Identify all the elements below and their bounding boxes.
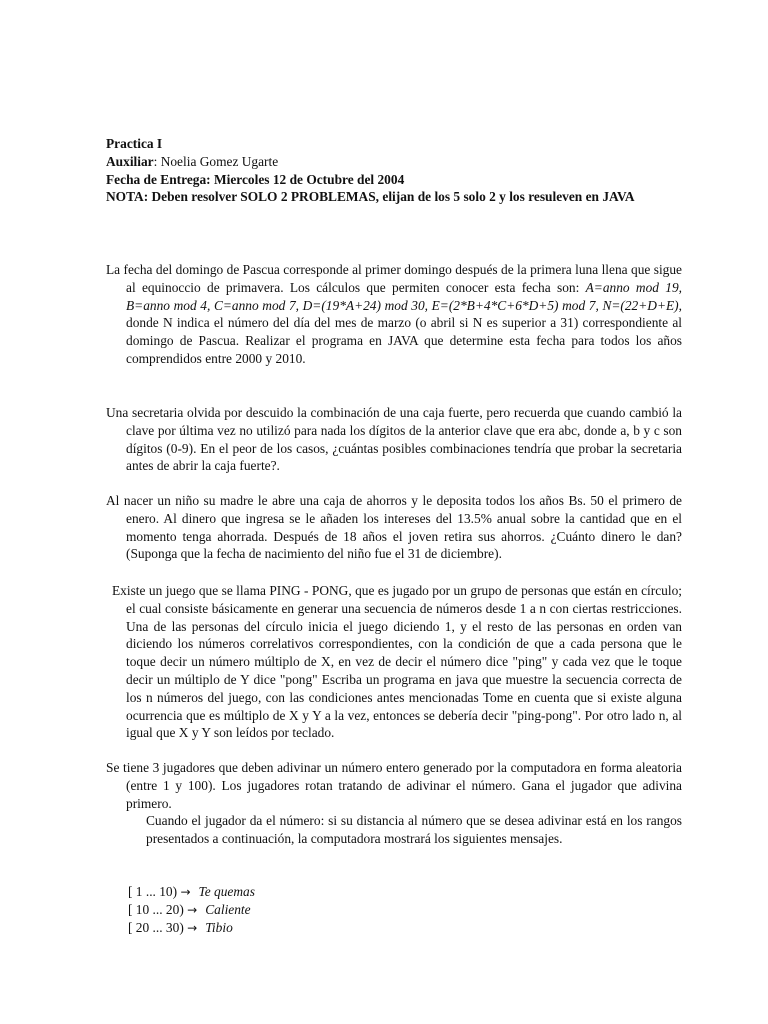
document-title: Practica I xyxy=(106,136,163,151)
range-item: [ 10 ... 20) → Caliente xyxy=(128,901,251,917)
problem-5 xyxy=(106,759,682,848)
arrow-icon: → xyxy=(187,920,198,935)
due-date: Fecha de Entrega: Miercoles 12 de Octubre del 2004 xyxy=(106,171,405,187)
problem-4 xyxy=(106,582,682,742)
problem-1-formula: A=anno mod 19, B=anno mod 4, C=anno mod 7, D=(19*A+24) mod 30, E=(2*B+4*C+6*D+5) mod 7, N=(22+D+E) xyxy=(126,279,682,313)
auxiliar-line xyxy=(106,153,651,171)
problem-1 xyxy=(106,261,682,368)
range-item: [ 1 ... 10) → Te quemas xyxy=(128,884,255,899)
problem-5-text: Se tiene 3 jugadores que deben adivinar un número entero generado por la computadora en forma aleatoria (entre 1 y 100). Los jugadores rotan tratando de adivinar el número. Gana el jugador que adivina primero. xyxy=(106,760,682,811)
note: NOTA: Deben resolver SOLO 2 PROBLEMAS, elijan de los 5 solo 2 y los resuleven en JAVA xyxy=(106,189,635,205)
problem-3-text: Al nacer un niño su madre le abre una caja de ahorros y le deposita todos los años Bs. 50 el primero de enero. Al dinero que ingresa se le añaden los intereses del 13.5% anual sobre la cantidad que en el momento tenga ahorrada. Después de 18 años el joven retira sus ahorros. ¿Cuánto dinero le dan? (Suponga que la fecha de nacimiento del niño fue el 31 de diciembre). xyxy=(106,493,682,562)
auxiliar-label: Auxiliar xyxy=(106,153,154,169)
arrow-icon: → xyxy=(180,885,191,899)
range-item: [ 20 ... 30) → Tibio xyxy=(128,919,233,935)
problem-2-text: Una secretaria olvida por descuido la combinación de una caja fuerte, pero recuerda que cuando cambió la clave por última vez no utilizó para nada los dígitos de la anterior clave que era abc, donde a, b y c son dígitos (0-9). En el peor de los casos, ¿cuántas posibles combinaciones tendría que probar la secretaria antes de abrir la caja fuerte?. xyxy=(106,405,682,474)
problem-3 xyxy=(106,492,682,563)
problem-4-text: Existe un juego que se llama PING - PONG, que es jugado por un grupo de personas que están en círculo; el cual consiste básicamente en generar una secuencia de números desde 1 a n con ciertas restricciones. Una de las personas del círculo inicia el juego diciendo 1, y el resto de las personas en orden van diciendo los números correlativos correspondientes, con la condición de que a cada persona que le toque decir un número múltiplo de X, en vez de decir el número dice "ping" y cada vez que le toque decir un múltiplo de Y dice "pong" Escriba un programa en java que muestre la secuencia correcta de los n números del juego, con las condiciones antes mencionadas Tome en cuenta que si existe alguna ocurrencia que es múltiplo de X y Y a la vez, entonces se debería decir "ping-pong". Por otro lado n, al igual que X y Y son leídos por teclado. xyxy=(112,583,682,741)
problem-1-rest: , donde N indica el número del día del mes de marzo (o abril si N es superior a 31) correspondiente al domingo de Pascua. Realizar el programa en JAVA que determine esta fecha para todos los años comprendidos entre 2000 y 2010. xyxy=(126,297,682,366)
arrow-icon: → xyxy=(187,902,198,917)
document-header xyxy=(106,135,651,206)
problem-5-detail: Cuando el jugador da el número: si su distancia al número que se desea adivinar está en los rangos presentados a continuación, la computadora mostrará los siguientes mensajes. xyxy=(146,813,682,847)
auxiliar-name: : Noelia Gomez Ugarte xyxy=(153,153,279,169)
problem-2 xyxy=(106,404,682,475)
problem-1-intro: La fecha del domingo de Pascua corresponde al primer domingo después de la primera luna llena que sigue al equinoccio de primavera. Los cálculos que permiten conocer esta fecha son: xyxy=(106,262,682,295)
range-list xyxy=(128,883,255,936)
